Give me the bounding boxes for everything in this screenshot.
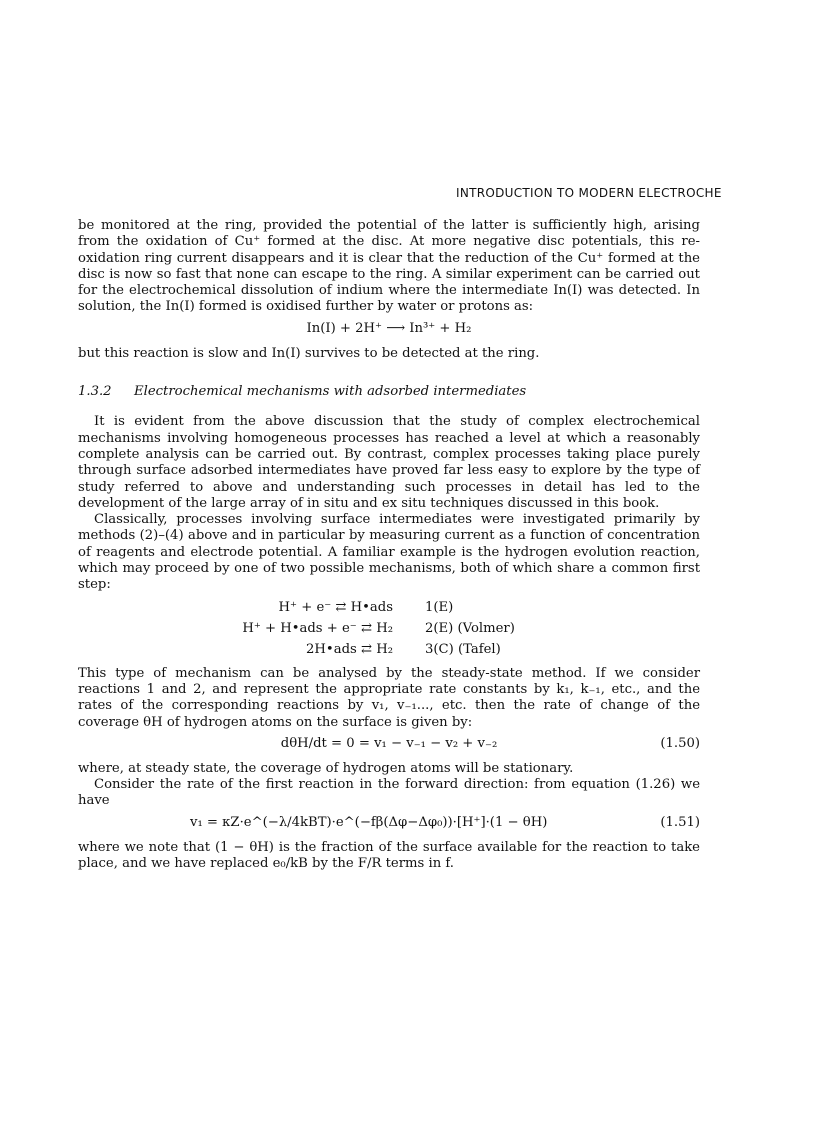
equation-1-51 (78, 814, 700, 834)
paragraph-complex-mechanisms: It is evident from the above discussion that the study of complex electrochemical mechanisms involving homogeneous processes has reached a level at which a reasonably complete analysis can be carried out. By contrast, complex processes taking place purely through surface adsorbed intermediates have proved far less easy to explore by the type of study referred to above and understanding such processes in detail has led to the development of the large array of in situ and ex situ techniques discussed in this book. (78, 414, 700, 511)
mechanism-reaction-2: H⁺ + H•ads + e⁻ ⇄ H₂ (242, 620, 393, 636)
section-number: 1.3.2 (78, 384, 112, 400)
mechanism-label-3: 3(C) (Tafel) (425, 641, 501, 657)
paragraph-stationary: where, at steady state, the coverage of hydrogen atoms will be stationary. (78, 760, 574, 776)
paragraph-first-reaction: Consider the rate of the first reaction in the forward direction: from equation (1.26) we have (78, 777, 700, 809)
equation-1-50-number: (1.50) (660, 735, 700, 751)
page-body (78, 218, 700, 872)
mechanism-label-2: 2(E) (Volmer) (425, 620, 515, 636)
paragraph-ring-monitoring: be monitored at the ring, provided the potential of the latter is sufficiently high, arising from the oxidation of Cu⁺ formed at the disc. At more negative disc potentials, this re-oxidation ring current disappears and it is clear that the reduction of the Cu⁺ formed at the disc is now so fast that none can escape to the ring. A similar experiment can be carried out for the electrochemical dissolution of indium where the intermediate In(I) was detected. In solution, the In(I) formed is oxidised further by water or protons as: (78, 218, 700, 315)
paragraph-steady-state: This type of mechanism can be analysed by the steady-state method. If we consider reactions 1 and 2, and represent the appropriate rate constants by k₁, k₋₁, etc., and the rates of the corresponding reactions by v₁, v₋₁..., etc. then the rate of change of the coverage θH of hydrogen atoms on the surface is given by: (78, 665, 700, 730)
running-header: INTRODUCTION TO MODERN ELECTROCHE (456, 186, 722, 200)
equation-1-50-text: dθH/dt = 0 = v₁ − v₋₁ − v₂ + v₋₂ (280, 735, 498, 751)
paragraph-classical-methods: Classically, processes involving surface intermediates were investigated primarily by methods (2)–(4) above and in particular by measuring current as a function of concentration of reagents and electrode potential. A familiar example is the hydrogen evolution reaction, which may proceed by one of two possible mechanisms, both of which share a common first step: (78, 512, 700, 593)
section-title: Electrochemical mechanisms with adsorbed intermediates (134, 384, 527, 400)
mechanism-label-1: 1(E) (425, 599, 454, 615)
equation-indium-text: In(I) + 2H⁺ ⟶ In³⁺ + H₂ (306, 320, 472, 336)
equation-indium (78, 320, 700, 340)
mechanism-list (78, 600, 700, 662)
paragraph-slow-reaction: but this reaction is slow and In(I) survives to be detected at the ring. (78, 345, 540, 361)
paragraph-fraction: where we note that (1 − θH) is the fraction of the surface available for the reaction to take place, and we have replaced e₀/kB by the F/R terms in f. (78, 839, 700, 872)
mechanism-reaction-1: H⁺ + e⁻ ⇄ H•ads (278, 599, 393, 615)
equation-1-51-number: (1.51) (660, 814, 700, 830)
mechanism-reaction-3: 2H•ads ⇄ H₂ (306, 641, 393, 657)
section-heading (78, 384, 700, 400)
equation-1-51-text: v₁ = κZ·e^(−λ/4kBT)·e^(−fβ(Δφ−Δφ₀))·[H⁺]·(1 − θH) (190, 814, 548, 830)
equation-1-50 (78, 735, 700, 755)
